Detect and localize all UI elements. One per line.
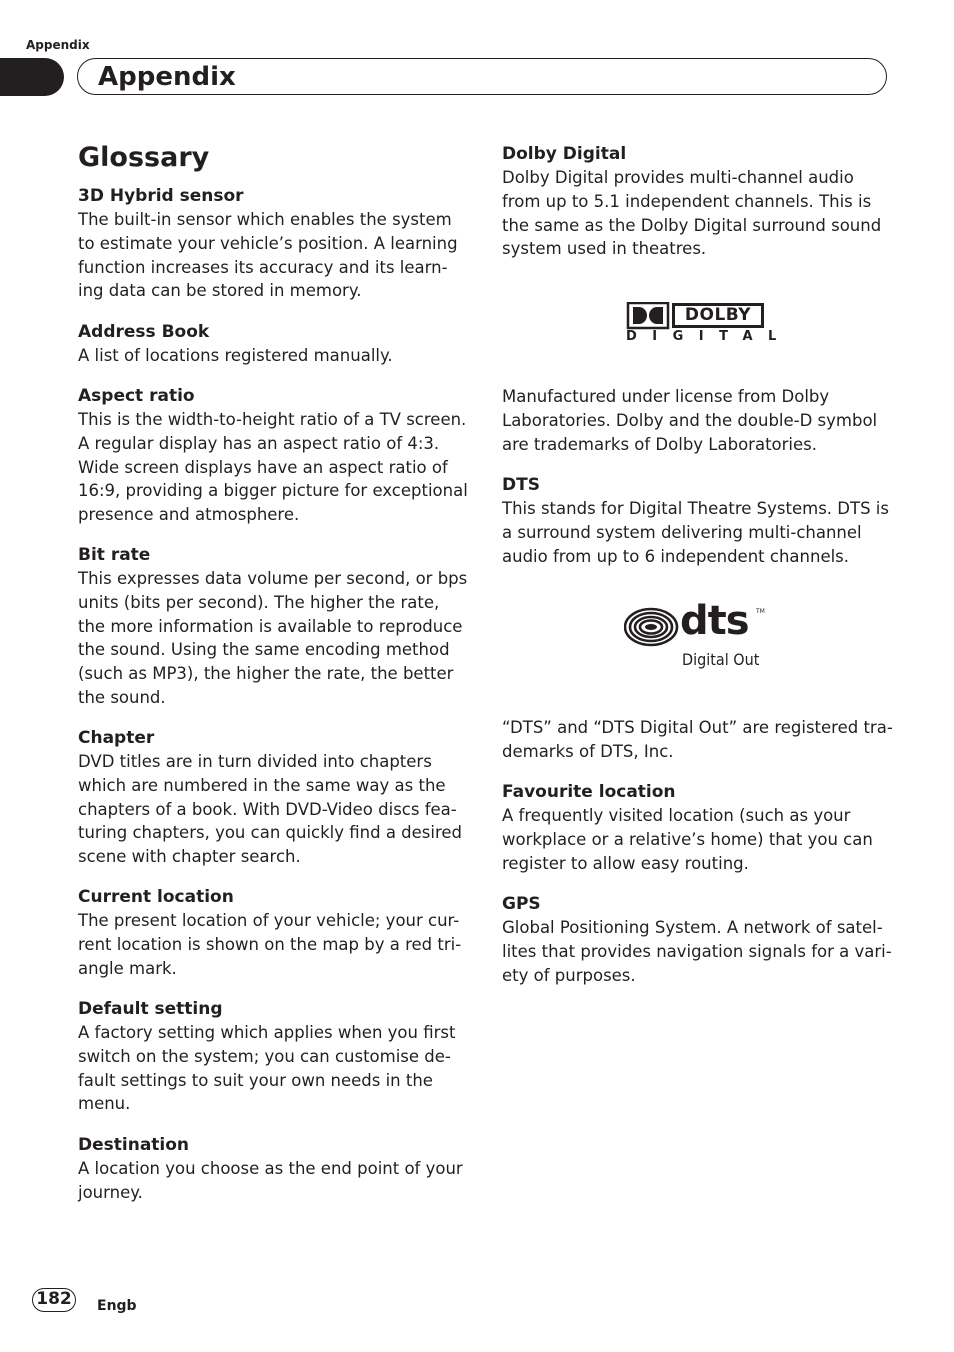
definition-line: the more information is available to reproduce [78,616,463,636]
dts-logo-sub: Digital Out [682,650,760,669]
definition-line: A location you choose as the end point of your [78,1159,463,1178]
definition-line: the sound. [78,687,166,707]
definition-line: ing data can be stored in memory. [78,281,362,301]
glossary-definition [502,497,889,568]
glossary-term: Aspect ratio [78,386,195,406]
section-title: Appendix [98,62,236,92]
definition-line: register to allow easy routing. [502,853,749,873]
glossary-entry-favourite-location [502,780,873,875]
definition-line: Dolby Digital provides multi-channel audio [502,168,854,187]
definition-line: A frequently visited location (such as your [502,806,851,825]
dolby-logo-sub: DIGITAL [626,329,792,344]
glossary-entry-dts [502,473,889,568]
definition-line: function increases its accuracy and its learn- [78,257,448,277]
glossary-term: 3D Hybrid sensor [78,186,244,206]
definition-line: fault settings to suit your own needs in the [78,1070,433,1090]
dts-trademark-note [502,716,893,764]
dts-trademark-mark: TM [756,608,765,615]
page-number: 182 [32,1288,76,1312]
definition-line: a surround system delivering multi-channel [502,522,862,542]
definition-line: to estimate your vehicle’s position. A learning [78,233,458,253]
definition-line: scene with chapter search. [78,847,301,867]
glossary-term: Destination [78,1135,190,1155]
glossary-entry-current-location [78,885,461,980]
definition-line: journey. [78,1182,143,1202]
glossary-definition [78,750,462,869]
glossary-term: Default setting [78,999,223,1019]
definition-line: DVD titles are in turn divided into chapters [78,752,432,771]
dolby-logo-word: DOLBY [684,305,752,325]
glossary-entry-bit-rate [78,543,467,710]
glossary-definition [78,567,467,710]
definition-line: menu. [78,1094,131,1114]
glossary-entry-chapter [78,726,462,869]
glossary-term: GPS [502,894,541,914]
definition-line: audio from up to 6 independent channels. [502,546,850,566]
glossary-definition [502,166,881,261]
glossary-definition [78,408,468,527]
glossary-definition [78,344,393,368]
glossary-definition [78,1157,463,1205]
definition-line: Global Positioning System. A network of satel- [502,918,883,937]
glossary-term: Dolby Digital [502,144,627,164]
dts-digital-out-logo [624,598,765,669]
definition-line: turing chapters, you can quickly find a desired [78,823,463,843]
definition-line: Wide screen displays have an aspect ratio of [78,457,448,477]
definition-line: the same as the Dolby Digital surround sound [502,215,882,235]
dts-logo-word: dts [680,598,749,644]
definition-line: A regular display has an aspect ratio of 4:3. [78,433,440,453]
dolby-trademark-note [502,385,877,456]
definition-line: units (bits per second). The higher the rate, [78,592,440,612]
definition-line: (such as MP3), the higher the rate, the better [78,664,454,684]
definition-line: presence and atmosphere. [78,505,300,525]
glossary-definition [502,916,892,987]
definition-line: 16:9, providing a bigger picture for exceptional [78,481,468,501]
definition-line: the sound. Using the same encoding method [78,640,450,660]
definition-line: This is the width-to-height ratio of a TV screen. [78,410,467,429]
definition-line: lites that provides navigation signals for a vari- [502,941,892,961]
definition-line: rent location is shown on the map by a red tri- [78,934,462,954]
language-code: Engb [97,1298,137,1314]
glossary-term: DTS [502,475,540,495]
glossary-entry-default-setting [78,997,455,1116]
glossary-definition [78,208,458,303]
definition-line: which are numbered in the same way as the [78,775,446,795]
definition-line: from up to 5.1 independent channels. This is [502,191,872,211]
definition-line: angle mark. [78,958,177,978]
glossary-term: Address Book [78,322,210,342]
definition-line: The built-in sensor which enables the system [78,210,452,229]
definition-line: workplace or a relative’s home) that you can [502,829,873,849]
note-line: Laboratories. Dolby and the double-D symbol [502,410,878,430]
glossary-entry-aspect-ratio [78,384,468,527]
dolby-digital-logo [626,302,792,352]
glossary-definition [78,1021,455,1116]
glossary-term: Chapter [78,728,155,748]
running-head: Appendix [26,38,90,52]
dts-disc-icon [624,606,680,648]
page-title: Glossary [78,142,210,173]
definition-line: This stands for Digital Theatre Systems. DTS is [502,499,889,518]
glossary-entry-address-book [78,320,393,368]
definition-line: This expresses data volume per second, or bps [78,569,468,588]
note-line: “DTS” and “DTS Digital Out” are registered tra- [502,718,893,737]
definition-line: chapters of a book. With DVD-Video discs fea- [78,799,457,819]
glossary-definition [502,804,873,875]
definition-line: switch on the system; you can customise de- [78,1046,451,1066]
definition-line: ety of purposes. [502,965,636,985]
section-header-bar [77,58,887,95]
glossary-term: Bit rate [78,545,151,565]
definition-line: The present location of your vehicle; your cur- [78,911,460,930]
note-line: demarks of DTS, Inc. [502,741,674,761]
glossary-entry-3d-hybrid-sensor [78,184,458,303]
definition-line: A factory setting which applies when you first [78,1023,456,1042]
glossary-term: Favourite location [502,782,676,802]
glossary-entry-gps [502,892,892,987]
glossary-definition [78,909,461,980]
section-tab-marker [0,58,64,96]
glossary-entry-destination [78,1133,463,1205]
glossary-term: Current location [78,887,234,907]
note-line: are trademarks of Dolby Laboratories. [502,434,817,454]
note-line: Manufactured under license from Dolby [502,387,830,406]
glossary-entry-dolby-digital [502,142,881,261]
definition-line: system used in theatres. [502,239,707,259]
definition-line: A list of locations registered manually. [78,346,393,365]
